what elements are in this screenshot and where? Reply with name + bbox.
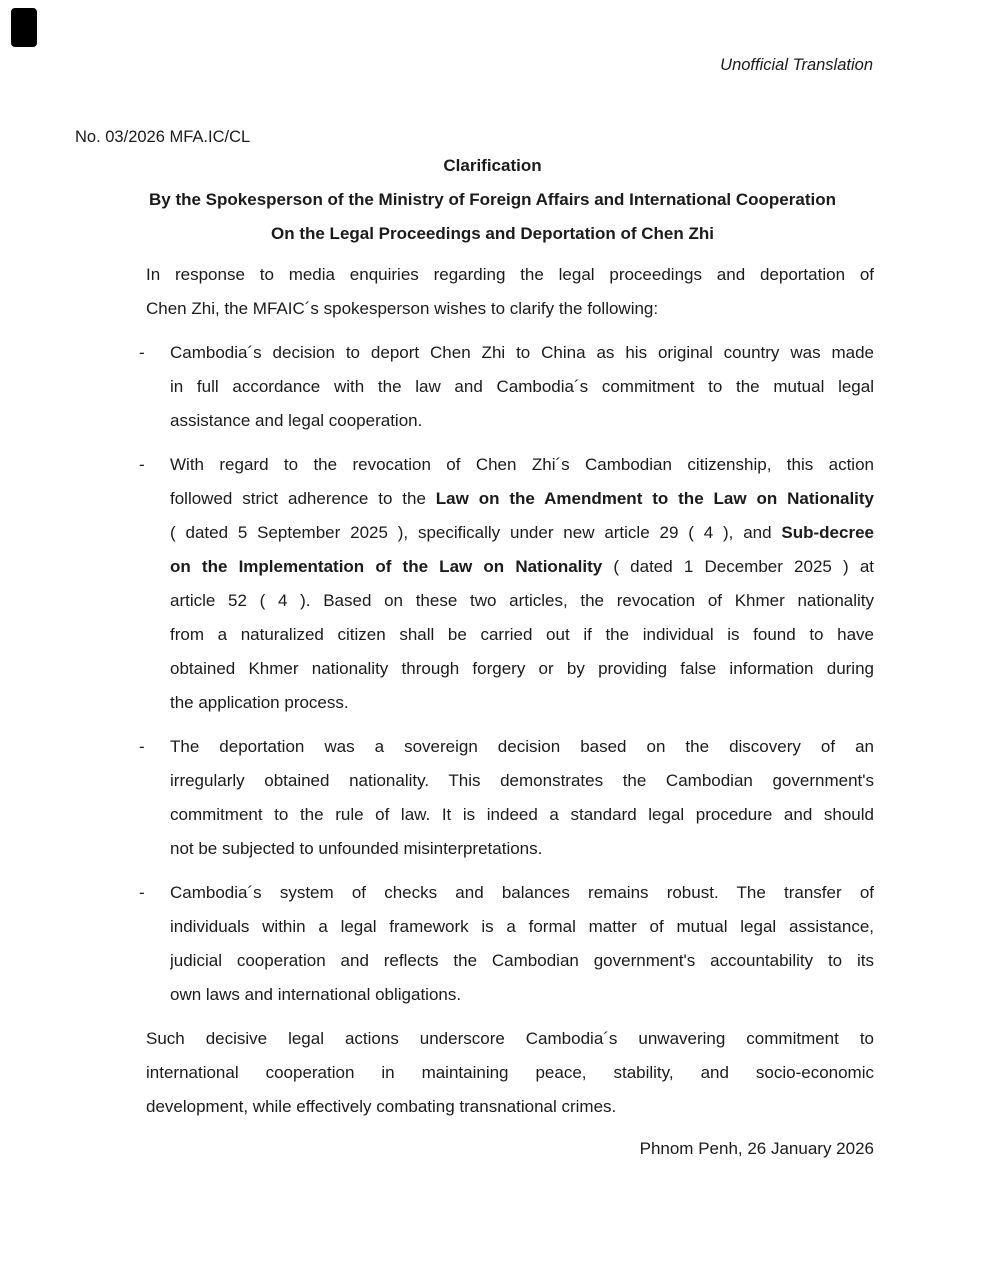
text-line [170, 832, 874, 866]
bullet-item [139, 730, 874, 866]
text-line [170, 448, 874, 482]
text-line [146, 292, 874, 326]
text-segment: individuals within a legal framework is a formal matter of mutual legal assistance, [170, 917, 874, 936]
text-segment: article 52 ( 4 ). Based on these two articles, the revocation of Khmer nationality [170, 591, 874, 610]
text-line [170, 978, 874, 1012]
text-line [170, 550, 874, 584]
text-segment: Cambodia´s decision to deport Chen Zhi to China as his original country was made [170, 343, 874, 362]
text-segment: ( dated 5 September 2025 ), specifically under new article 29 ( 4 ), and [170, 523, 782, 542]
text-line [146, 1056, 874, 1090]
text-line [146, 258, 874, 292]
bullet-text [170, 336, 874, 438]
text-segment: own laws and international obligations. [170, 985, 462, 1004]
text-line [170, 618, 874, 652]
text-line [146, 1090, 874, 1124]
text-segment: on the Implementation of the Law on Nationality [170, 557, 603, 576]
text-line [170, 944, 874, 978]
reference-number: No. 03/2026 MFA.IC/CL [75, 128, 251, 146]
text-segment: obtained Khmer nationality through forgery or by providing false information during [170, 659, 874, 678]
text-line [170, 730, 874, 764]
bullet-item [139, 448, 874, 720]
body-paragraph [146, 1022, 874, 1124]
black-redaction-mark [11, 8, 37, 47]
text-segment: Law on the Amendment to the Law on Nationality [435, 489, 874, 508]
text-segment: the application process. [170, 693, 349, 712]
text-segment: In response to media enquiries regarding the legal proceedings and deportation of [146, 265, 874, 284]
title-line-subject: On the Legal Proceedings and Deportation of Chen Zhi [271, 224, 714, 243]
text-segment: international cooperation in maintaining peace, stability, and socio-economic [146, 1063, 874, 1082]
bullet-item [139, 876, 874, 1012]
unofficial-translation-label: Unofficial Translation [720, 56, 873, 74]
text-line [170, 482, 874, 516]
text-segment: ( dated 1 December 2025 ) at [602, 557, 874, 576]
text-segment: irregularly obtained nationality. This demonstrates the Cambodian government's [170, 771, 874, 790]
text-line [170, 798, 874, 832]
text-line [170, 652, 874, 686]
place-date-line: Phnom Penh, 26 January 2026 [639, 1139, 874, 1158]
text-line [170, 336, 874, 370]
text-segment: Cambodia´s system of checks and balances remains robust. The transfer of [170, 883, 874, 902]
bullet-text [170, 876, 874, 1012]
text-segment: development, while effectively combating transnational crimes. [146, 1097, 617, 1116]
bullet-marker: - [139, 883, 145, 902]
bullet-item [139, 336, 874, 438]
body-paragraph [146, 258, 874, 326]
text-segment: Sub-decree [781, 523, 874, 542]
text-line [170, 910, 874, 944]
bullet-marker: - [139, 455, 145, 474]
text-segment: not be subjected to unfounded misinterpretations. [170, 839, 543, 858]
text-segment: followed strict adherence to the [170, 489, 436, 508]
text-line [146, 1022, 874, 1056]
text-segment: With regard to the revocation of Chen Zhi´s Cambodian citizenship, this action [170, 455, 874, 474]
text-segment: The deportation was a sovereign decision based on the discovery of an [170, 737, 874, 756]
bullet-text [170, 448, 874, 720]
title-line-spokesperson: By the Spokesperson of the Ministry of Foreign Affairs and International Cooperation [149, 190, 836, 209]
text-line [170, 516, 874, 550]
text-line [170, 876, 874, 910]
text-segment: Chen Zhi, the MFAIC´s spokesperson wishes to clarify the following: [146, 299, 659, 318]
text-line [170, 370, 874, 404]
text-line [170, 584, 874, 618]
text-segment: from a naturalized citizen shall be carried out if the individual is found to have [170, 625, 874, 644]
document-title-block [0, 149, 985, 251]
text-line [170, 404, 874, 438]
bullet-marker: - [139, 343, 145, 362]
bullet-text [170, 730, 874, 866]
title-line-clarification: Clarification [443, 156, 542, 175]
text-segment: assistance and legal cooperation. [170, 411, 423, 430]
text-segment: Such decisive legal actions underscore Cambodia´s unwavering commitment to [146, 1029, 874, 1048]
text-line [170, 764, 874, 798]
text-segment: in full accordance with the law and Cambodia´s commitment to the mutual legal [170, 377, 874, 396]
text-segment: judicial cooperation and reflects the Cambodian government's accountability to its [170, 951, 874, 970]
document-body [139, 258, 874, 1134]
bullet-marker: - [139, 737, 145, 756]
text-line [170, 686, 874, 720]
text-segment: commitment to the rule of law. It is indeed a standard legal procedure and should [170, 805, 874, 824]
